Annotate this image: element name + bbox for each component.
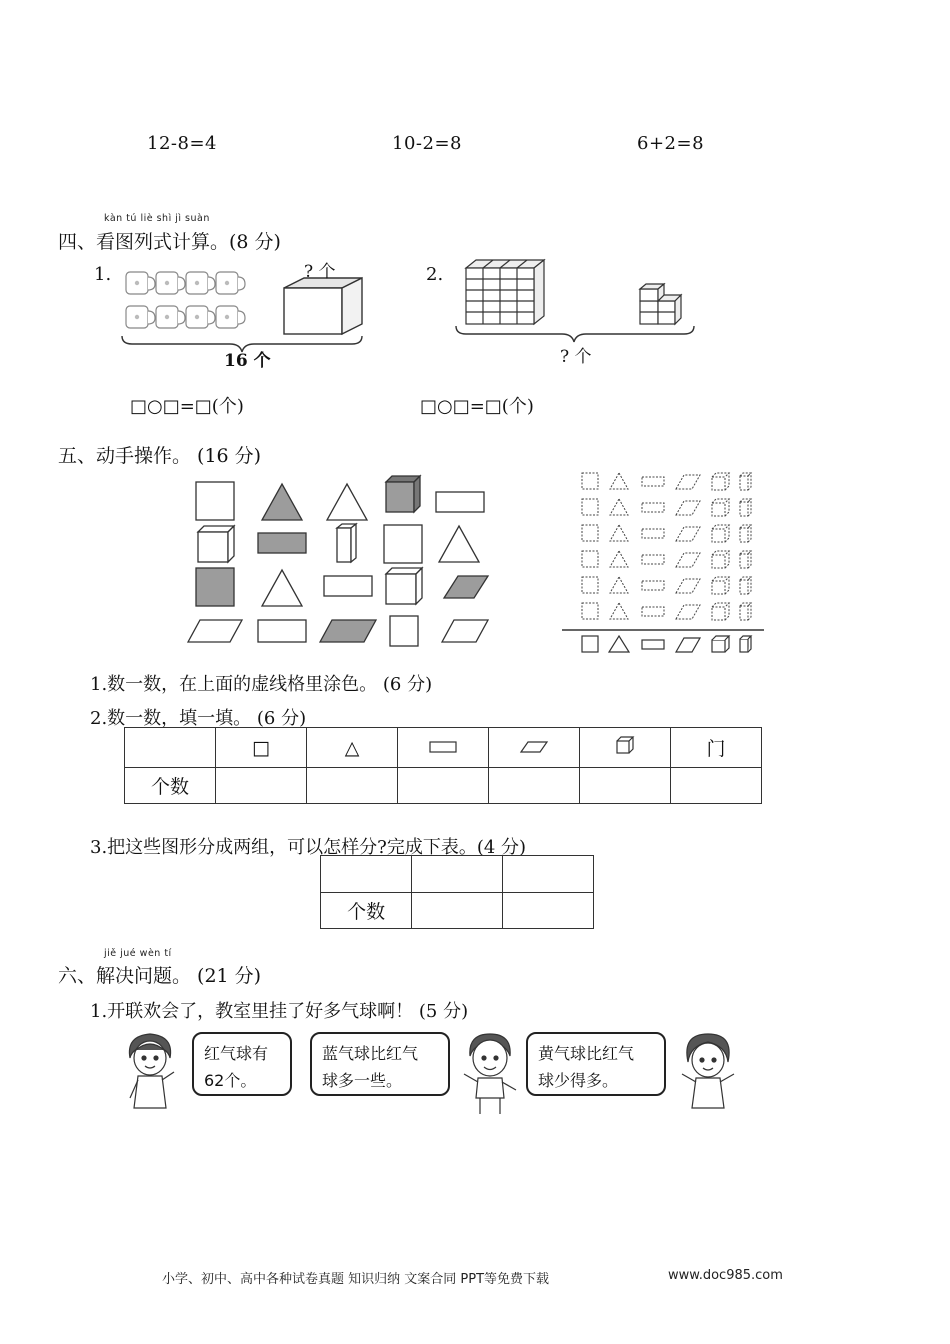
group-table-header-cell	[321, 856, 412, 893]
count-table-header-triangle: △	[307, 728, 398, 768]
group-table-row-label: 个数	[321, 893, 412, 929]
group-table-input-cell[interactable]	[503, 893, 594, 929]
equation-3: 6+2=8	[637, 133, 705, 154]
count-table-header-cell	[125, 728, 216, 768]
count-table-row-label: 个数	[125, 768, 216, 804]
section6-q1: 1.开联欢会了，教室里挂了好多气球啊！ (5 分)	[90, 1001, 469, 1022]
cup-icon	[186, 272, 215, 294]
total-brace	[456, 326, 694, 342]
cuboid-icon	[740, 636, 751, 652]
square-shape	[196, 568, 234, 606]
bubble-3-line1: 黄气球比红气	[538, 1044, 635, 1063]
parallelogram-icon	[676, 638, 700, 652]
group-table-input-cell[interactable]	[412, 856, 503, 893]
problem1-total-label: 16 个	[224, 351, 271, 371]
triangle-shape	[439, 526, 479, 562]
cup-icon	[126, 306, 155, 328]
problem2-number: 2.	[426, 264, 444, 285]
bubble-2-line1: 蓝气球比红气	[322, 1044, 419, 1063]
count-table-input-cell[interactable]	[580, 768, 671, 804]
cube-shape	[386, 476, 420, 512]
parallelogram-shape	[442, 620, 488, 642]
group-table	[320, 855, 594, 929]
square-shape	[196, 482, 234, 520]
triangle-shape	[262, 570, 302, 606]
count-table-header-square: □	[216, 728, 307, 768]
parallelogram-shape	[188, 620, 242, 642]
cup-icon	[216, 272, 245, 294]
cup-icon	[156, 306, 185, 328]
girl-illustration	[122, 1028, 180, 1112]
triangle-icon	[609, 636, 629, 652]
girl-illustration-2	[678, 1028, 738, 1112]
cup-icon	[216, 306, 245, 328]
footer-url[interactable]: www.doc985.com	[668, 1268, 783, 1283]
count-table-header-cuboid: 门	[671, 728, 762, 768]
count-table-header-parallelogram	[489, 728, 580, 768]
count-table-input-cell[interactable]	[398, 768, 489, 804]
cube-shape	[198, 526, 234, 562]
problem1-question-label: ? 个	[304, 262, 336, 282]
section5-q2: 2.数一数，填一填。 (6 分)	[90, 708, 307, 729]
box-icon	[284, 278, 362, 334]
rectangle-shape	[436, 492, 484, 512]
bubble-1-line2: 62个。	[204, 1071, 257, 1090]
shapes-collection	[180, 470, 500, 650]
equation-2: 10-2=8	[392, 133, 462, 154]
bubble-3-line2: 球少得多。	[538, 1071, 619, 1090]
rectangle-shape	[324, 576, 372, 596]
group-table-input-cell[interactable]	[412, 893, 503, 929]
rectangle-shape	[258, 533, 306, 553]
square-shape	[390, 616, 418, 646]
count-table-header-rectangle	[398, 728, 489, 768]
triangle-shape	[262, 484, 302, 520]
problem2-answer-template: □○□=□(个)	[420, 396, 534, 417]
cuboid-shape	[337, 524, 356, 562]
cubes-illustration	[450, 258, 700, 348]
cube-shape	[386, 568, 422, 604]
problem1-answer-template: □○□=□(个)	[130, 396, 244, 417]
speech-bubble-blue-balloons	[310, 1032, 450, 1096]
speech-bubble-yellow-balloons	[526, 1032, 666, 1096]
cup-icon	[126, 272, 155, 294]
bubble-2-line2: 球多一些。	[322, 1071, 403, 1090]
section5-q1: 1.数一数，在上面的虚线格里涂色。 (6 分)	[90, 674, 433, 695]
section4-pinyin: kàn tú liè shì jì suàn	[104, 213, 210, 224]
rectangle-shape	[258, 620, 306, 642]
count-table	[124, 727, 762, 804]
section5-heading: 五、动手操作。 (16 分)	[58, 445, 262, 467]
count-table-header-cube	[580, 728, 671, 768]
problem2-question-label: ? 个	[560, 347, 592, 367]
count-table-input-cell[interactable]	[489, 768, 580, 804]
parallelogram-shape	[320, 620, 376, 642]
problem1-number: 1.	[94, 264, 112, 285]
equation-1: 12-8=4	[147, 133, 217, 154]
cube-icon	[712, 636, 729, 652]
group-table-input-cell[interactable]	[503, 856, 594, 893]
cup-icon	[156, 272, 185, 294]
dotted-tally-grid	[560, 470, 770, 655]
square-icon	[582, 636, 598, 652]
square-shape	[384, 525, 422, 563]
section6-heading: 六、解决问题。 (21 分)	[58, 965, 262, 987]
footer-text: 小学、初中、高中各种试卷真题 知识归纳 文案合同 PPT等免费下载	[162, 1272, 550, 1287]
cup-icon	[186, 306, 215, 328]
tally-row	[582, 473, 751, 490]
parallelogram-shape	[444, 576, 488, 598]
small-cube-stack	[640, 284, 681, 324]
rectangle-icon	[642, 640, 664, 649]
section6-pinyin: jiě jué wèn tí	[104, 948, 172, 959]
speech-bubble-red-balloons	[192, 1032, 292, 1096]
section4-heading: 四、看图列式计算。(8 分)	[58, 231, 281, 253]
boy-illustration	[458, 1028, 520, 1116]
count-table-input-cell[interactable]	[671, 768, 762, 804]
section5-q3: 3.把这些图形分成两组，可以怎样分?完成下表。(4 分)	[90, 837, 527, 858]
bubble-1-line1: 红气球有	[204, 1044, 269, 1063]
triangle-shape	[327, 484, 367, 520]
count-table-input-cell[interactable]	[307, 768, 398, 804]
count-table-input-cell[interactable]	[216, 768, 307, 804]
